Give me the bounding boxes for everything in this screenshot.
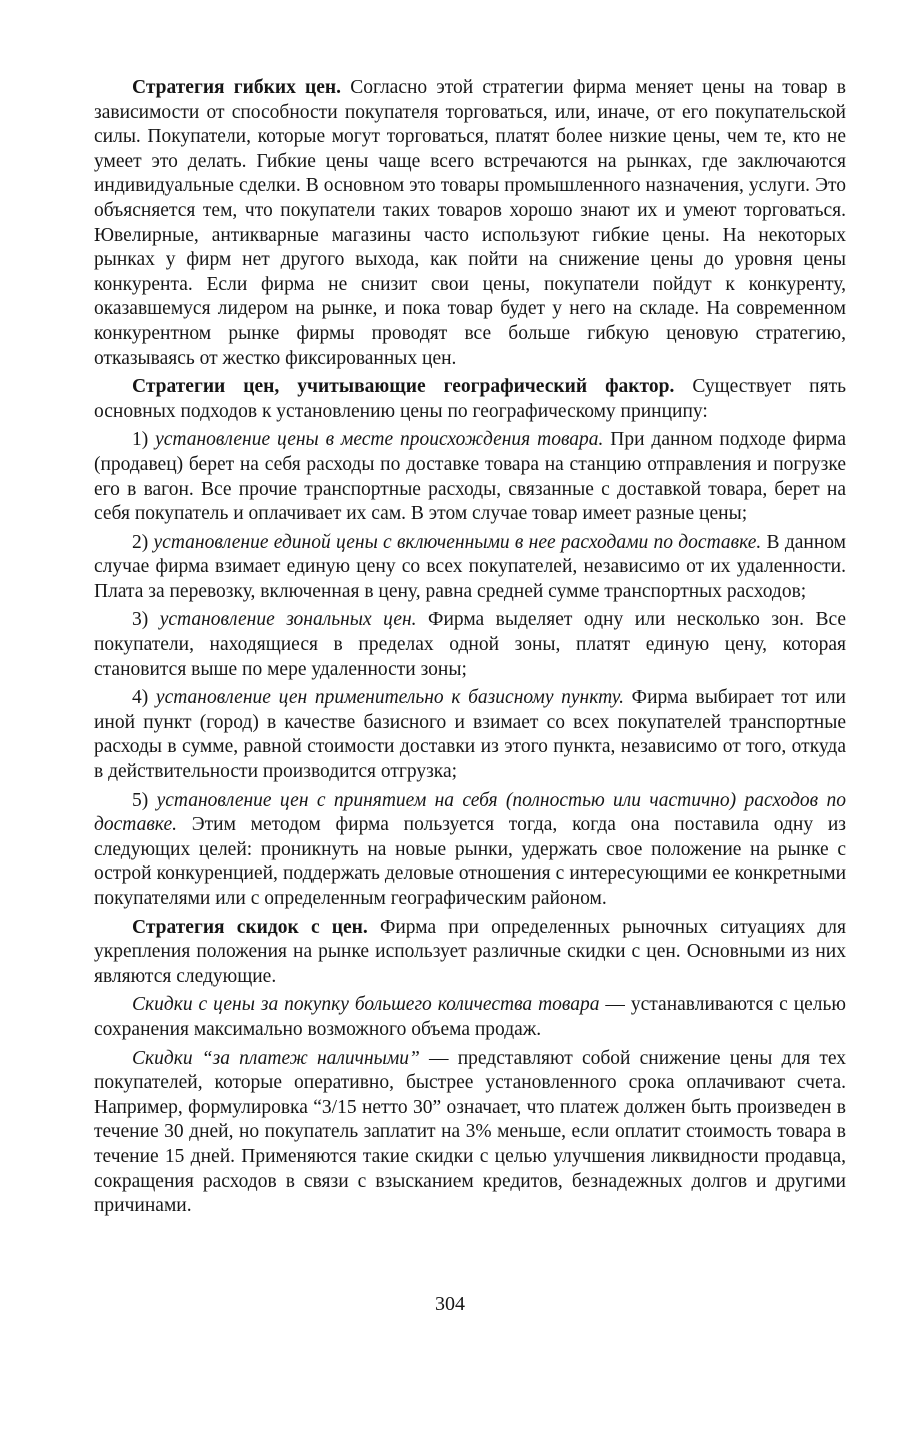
list-item-text: Фирма выделяет одну или несколько зон. Все покупатели, находящиеся в пределах одной зоны, платят единую цену, которая становится выше по мере удаленности зоны;: [94, 609, 846, 680]
list-item-text: Фирма выбирает тот или иной пункт (город) в качестве базисного и взимает со всех покупателей транспортные расходы в сумме, равной стоимости доставки из этого пункта, независимо от того, откуда в действительности производится отгрузка;: [94, 687, 846, 783]
paragraph-heading: Стратегия скидок с цен.: [132, 916, 368, 938]
list-item-text: Этим методом фирма пользуется тогда, когда она поставила одну из следующих целей: проникнуть на новые рынки, удержать свое положение на рынке с острой конкуренцией, поддержать деловые отношения с интересующими ее конкретными покупателями или с определенным географическим районом.: [94, 814, 846, 909]
paragraph-flexible-prices: [94, 76, 846, 371]
list-item-text: В данном случае фирма взимает единую цену со всех покупателей, независимо от их удаленности. Плата за перевозку, включенная в цену, равна средней сумме транспортных расходов;: [94, 531, 846, 602]
list-item-heading: установление цены в месте происхождения товара.: [155, 429, 604, 451]
list-item-4: [94, 686, 846, 784]
paragraph-quantity-discount: [94, 993, 846, 1042]
list-item-heading: установление цен применительно к базисному пункту.: [155, 687, 624, 709]
list-item-heading: установление зональных цен.: [159, 609, 417, 631]
paragraph-text: Существует пять основных подходов к установлению цены по географическому принципу:: [94, 376, 846, 422]
list-item-5: [94, 789, 846, 912]
paragraph-text: — устанавливаются с целью сохранения максимально возможного объема продаж.: [94, 994, 847, 1040]
list-number: 3): [132, 609, 160, 631]
paragraph-geographic-prices: [94, 375, 846, 424]
paragraph-discount-strategy: [94, 916, 846, 990]
list-item-3: [94, 608, 846, 682]
list-item-2: [94, 531, 846, 605]
paragraph-heading: Скидки с цены за покупку большего количества товара: [132, 994, 600, 1016]
paragraph-text: — представляют собой снижение цены для тех покупателей, которые оперативно, быстрее установленного срока оплачивают счета. Например, формулировка “3/15 нетто 30” означает, что платеж должен быть произведен в течение 30 дней, но покупатель заплатит на 3% меньше, если оплатит стоимость товара в течение 15 дней. Применяются такие скидки с целью улучшения ликвидности продавца, сокращения расходов в связи с взысканием кредитов, безнадежных долгов и другими причинами.: [94, 1047, 846, 1217]
paragraph-heading: Стратегия гибких цен.: [132, 77, 342, 98]
list-number: 4): [132, 687, 156, 709]
list-item-heading: установление единой цены с включенными в нее расходами по доставке.: [153, 531, 762, 553]
paragraph-heading: Скидки “за платеж наличными”: [132, 1047, 420, 1069]
body-text: [94, 76, 846, 1219]
list-item-text: При данном подходе фирма (продавец) берет на себя расходы по доставке товара на станцию отправления и погрузке его в вагон. Все прочие транспортные расходы, связанные с доставкой товара, берет на себя покупатель и оплачивает их сам. В этом случае товар имеет разные цены;: [94, 429, 847, 525]
list-number: 2): [132, 531, 154, 553]
paragraph-heading: Стратегии цен, учитывающие географический фактор.: [132, 376, 675, 398]
paragraph-cash-discount: [94, 1047, 846, 1219]
list-number: 5): [132, 789, 157, 811]
page-number: 304: [435, 1293, 465, 1315]
paragraph-text: Фирма при определенных рыночных ситуациях для укрепления положения на рынке использует различные скидки с цен. Основными из них являются следующие.: [94, 916, 846, 987]
paragraph-text: Согласно этой стратегии фирма меняет цены на товар в зависимости от способности покупателя торговаться, или, иначе, от его покупательской силы. Покупатели, которые могут торговаться, платят более низкие цены, чем те, кто не умеет это делать. Гибкие цены чаще всего встречаются на рынках, где заключаются индивидуальные сделки. В основном это товары промышленного назначения, услуги. Это объясняется тем, что покупатели таких товаров хорошо знают их и умеют торговаться. Ювелирные, антикварные магазины часто используют гибкие цены. На некоторых рынках у фирм нет другого выхода, как пойти на снижение цены до уровня цены конкурента. Если фирма не снизит свои цены, покупатели пойдут к конкуренту, оказавшемуся лидером на рынке, и пока товар будет у него на складе. На современном конкурентном рынке фирмы проводят все больше гибкую ценовую стратегию, отказываясь от жестко фиксированных цен.: [94, 77, 846, 369]
list-item-heading: установление цен с принятием на себя (полностью или частично) расходов по доставке.: [94, 789, 846, 836]
list-number: 1): [132, 429, 156, 451]
list-item-1: [94, 428, 846, 526]
